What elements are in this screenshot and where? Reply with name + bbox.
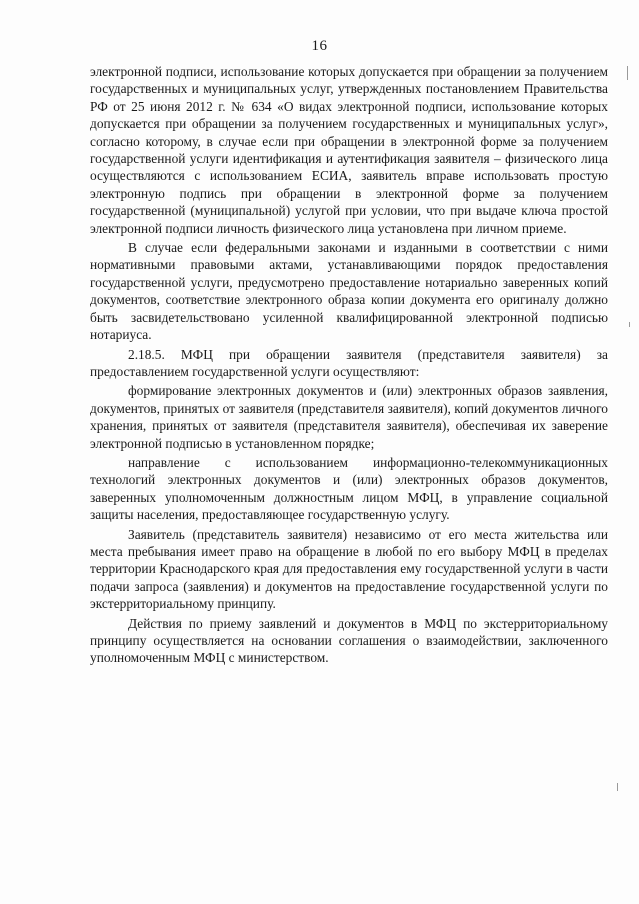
paragraph-6: Заявитель (представитель заявителя) независимо от его места жительства или места пребывания имеет право на обращение в любой по его выбору МФЦ в пределах территории Краснодарского края для предоставления ему государственной услуги в части подачи запроса (заявления) и документов на предоставление государственной услуги по экстерриториальному принципу. [90,526,608,612]
paragraph-7: Действия по приему заявлений и документов в МФЦ по экстерриториальному принципу осуществляется на основании соглашения о взаимодействии, заключенного уполномоченным МФЦ с министерством. [90,615,608,666]
scan-artifact [629,322,630,327]
paragraph-2: В случае если федеральными законами и изданными в соответствии с ними нормативными правовыми актами, устанавливающими порядок предоставления государственной услуги, предусмотрено предоставление нотариально заверенных копий документов, соответствие электронного образа копии документа его оригиналу должно быть засвидетельствовано усиленной квалифицированной электронной подписью нотариуса. [90,240,608,343]
paragraph-4: формирование электронных документов и (или) электронных образов заявления, документов, принятых от заявителя (представителя заявителя), копий документов личного хранения, принятых от заявителя (представителя заявителя), обеспечивая их заверение электронной подписью в установленном порядке; [90,383,608,451]
scan-artifact [617,783,618,791]
paragraph-3: 2.18.5. МФЦ при обращении заявителя (представителя заявителя) за предоставлением государственной услуги осуществляют: [90,346,608,379]
scan-artifact [627,66,628,80]
page-number: 16 [311,38,328,54]
paragraph-1: электронной подписи, использование которых допускается при обращении за получением государственных и муниципальных услуг, утвержденных постановлением Правительства РФ от 25 июня 2012 г. № 634 «О видах электронной подписи, использование которых допускается при обращении за получением государственных и муниципальных услуг», согласно которому, в случае если при обращении в электронной форме за получением государственной услуги идентификация и аутентификация заявителя – физического лица осуществляются с использованием ЕСИА, заявитель вправе использовать простую электронную подпись при обращении в электронной форме за получением государственной (муниципальной) услугой при условии, что при выдаче ключа простой электронной подписи личность физического лица установлена при личном приеме. [90,64,608,236]
document-body [90,63,608,669]
paragraph-5: направление с использованием информационно-телекоммуникационных технологий электронных документов и (или) электронных образов документов, заверенных уполномоченным должностным лицом МФЦ, в управление социальной защиты населения, предоставляющее государственную услугу. [90,454,608,523]
